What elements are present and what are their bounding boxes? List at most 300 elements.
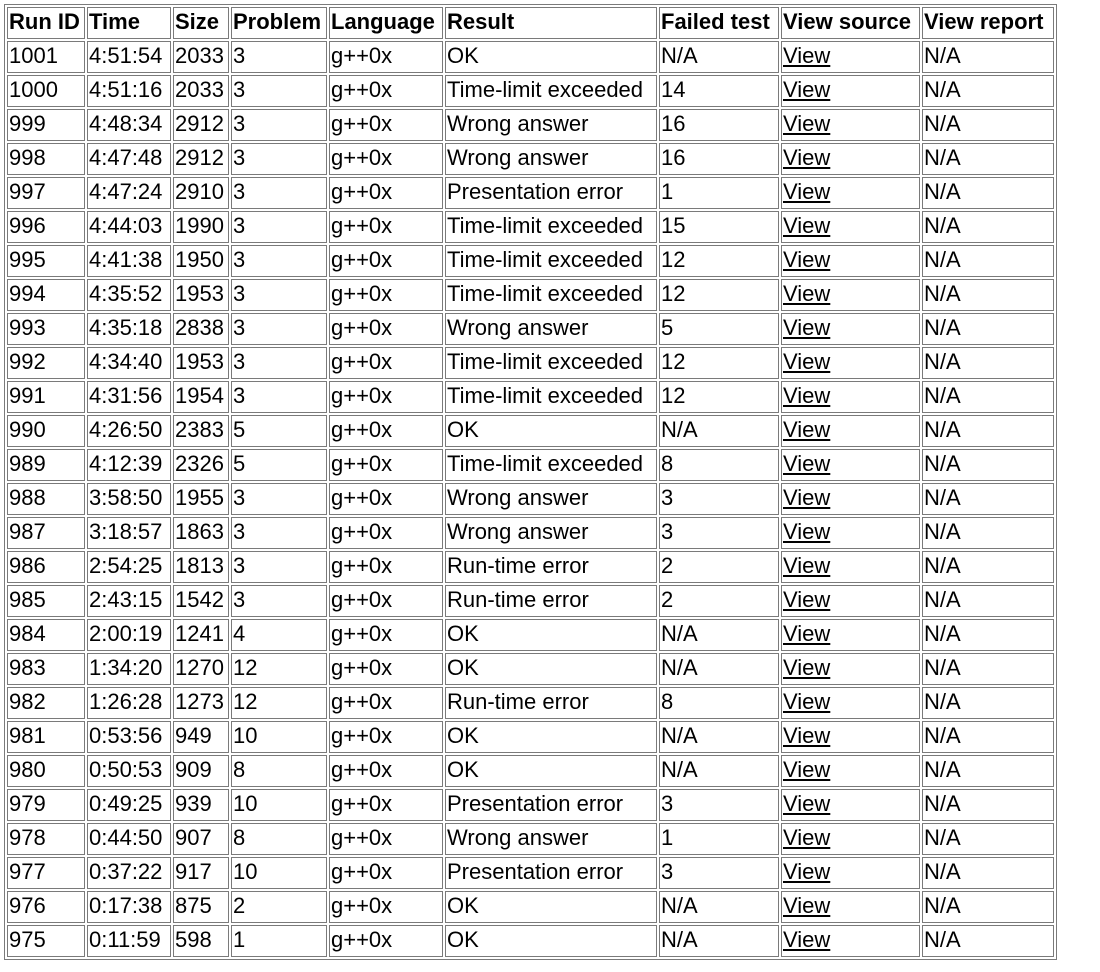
- cell-run-id: 986: [7, 551, 85, 583]
- cell-run-id: 981: [7, 721, 85, 753]
- cell-failed-test: N/A: [659, 41, 779, 73]
- cell-failed-test: 16: [659, 109, 779, 141]
- cell-time: 2:43:15: [87, 585, 171, 617]
- cell-view-report: N/A: [922, 41, 1054, 73]
- cell-result: Run-time error: [445, 551, 657, 583]
- cell-time: 4:35:52: [87, 279, 171, 311]
- cell-view-report: N/A: [922, 347, 1054, 379]
- cell-result: Time-limit exceeded: [445, 449, 657, 481]
- cell-problem: 3: [231, 177, 327, 209]
- header-size: Size: [173, 7, 229, 39]
- table-row: [7, 823, 1054, 855]
- cell-failed-test: 8: [659, 687, 779, 719]
- cell-view-source: [781, 517, 920, 549]
- table-row: [7, 245, 1054, 277]
- cell-result: Time-limit exceeded: [445, 245, 657, 277]
- view-source-link[interactable]: View: [783, 451, 831, 476]
- cell-failed-test: N/A: [659, 415, 779, 447]
- cell-view-source: [781, 347, 920, 379]
- cell-result: Time-limit exceeded: [445, 279, 657, 311]
- cell-view-source: [781, 245, 920, 277]
- cell-view-report: N/A: [922, 517, 1054, 549]
- cell-time: 4:47:24: [87, 177, 171, 209]
- cell-problem: 3: [231, 41, 327, 73]
- cell-result: OK: [445, 415, 657, 447]
- cell-result: Presentation error: [445, 857, 657, 889]
- view-source-link[interactable]: View: [783, 553, 831, 578]
- cell-run-id: 998: [7, 143, 85, 175]
- cell-size: 1270: [173, 653, 229, 685]
- cell-time: 1:34:20: [87, 653, 171, 685]
- cell-time: 3:58:50: [87, 483, 171, 515]
- table-row: [7, 143, 1054, 175]
- cell-time: 4:51:16: [87, 75, 171, 107]
- cell-view-report: N/A: [922, 245, 1054, 277]
- cell-language: g++0x: [329, 381, 443, 413]
- table-row: [7, 75, 1054, 107]
- cell-result: Wrong answer: [445, 109, 657, 141]
- cell-view-source: [781, 143, 920, 175]
- cell-view-report: N/A: [922, 279, 1054, 311]
- cell-view-report: N/A: [922, 313, 1054, 345]
- cell-size: 2838: [173, 313, 229, 345]
- cell-view-report: N/A: [922, 823, 1054, 855]
- table-row: [7, 211, 1054, 243]
- cell-failed-test: 14: [659, 75, 779, 107]
- table-row: [7, 347, 1054, 379]
- cell-run-id: 984: [7, 619, 85, 651]
- view-source-link[interactable]: View: [783, 927, 831, 952]
- cell-size: 909: [173, 755, 229, 787]
- cell-view-report: N/A: [922, 449, 1054, 481]
- view-source-link[interactable]: View: [783, 655, 831, 680]
- cell-failed-test: 12: [659, 245, 779, 277]
- cell-failed-test: 15: [659, 211, 779, 243]
- cell-view-source: [781, 415, 920, 447]
- cell-problem: 3: [231, 75, 327, 107]
- cell-result: Time-limit exceeded: [445, 347, 657, 379]
- cell-language: g++0x: [329, 211, 443, 243]
- cell-run-id: 992: [7, 347, 85, 379]
- cell-view-source: [781, 109, 920, 141]
- view-source-link[interactable]: View: [783, 723, 831, 748]
- view-source-link[interactable]: View: [783, 213, 831, 238]
- cell-view-source: [781, 41, 920, 73]
- header-problem: Problem: [231, 7, 327, 39]
- cell-size: 1955: [173, 483, 229, 515]
- cell-result: OK: [445, 721, 657, 753]
- cell-problem: 3: [231, 381, 327, 413]
- view-source-link[interactable]: View: [783, 43, 831, 68]
- view-source-link[interactable]: View: [783, 383, 831, 408]
- cell-problem: 3: [231, 245, 327, 277]
- cell-view-source: [781, 177, 920, 209]
- table-row: [7, 279, 1054, 311]
- cell-language: g++0x: [329, 109, 443, 141]
- cell-size: 1950: [173, 245, 229, 277]
- cell-run-id: 978: [7, 823, 85, 855]
- cell-size: 2910: [173, 177, 229, 209]
- cell-view-report: N/A: [922, 789, 1054, 821]
- cell-result: Run-time error: [445, 687, 657, 719]
- cell-run-id: 987: [7, 517, 85, 549]
- cell-view-source: [781, 925, 920, 957]
- cell-time: 4:31:56: [87, 381, 171, 413]
- cell-problem: 10: [231, 789, 327, 821]
- cell-language: g++0x: [329, 245, 443, 277]
- table-row: [7, 109, 1054, 141]
- cell-view-source: [781, 619, 920, 651]
- cell-view-report: N/A: [922, 415, 1054, 447]
- cell-failed-test: 12: [659, 347, 779, 379]
- cell-failed-test: N/A: [659, 755, 779, 787]
- cell-failed-test: N/A: [659, 653, 779, 685]
- cell-run-id: 979: [7, 789, 85, 821]
- cell-view-report: N/A: [922, 857, 1054, 889]
- cell-failed-test: 5: [659, 313, 779, 345]
- table-body: [7, 41, 1054, 957]
- cell-view-report: N/A: [922, 891, 1054, 923]
- cell-result: OK: [445, 925, 657, 957]
- cell-size: 917: [173, 857, 229, 889]
- view-source-link[interactable]: View: [783, 791, 831, 816]
- cell-result: Wrong answer: [445, 823, 657, 855]
- cell-time: 4:44:03: [87, 211, 171, 243]
- cell-view-report: N/A: [922, 687, 1054, 719]
- table-row: [7, 415, 1054, 447]
- cell-problem: 2: [231, 891, 327, 923]
- cell-view-report: N/A: [922, 381, 1054, 413]
- cell-result: Wrong answer: [445, 313, 657, 345]
- cell-size: 2912: [173, 143, 229, 175]
- cell-size: 1863: [173, 517, 229, 549]
- cell-view-report: N/A: [922, 109, 1054, 141]
- cell-result: OK: [445, 653, 657, 685]
- cell-view-report: N/A: [922, 75, 1054, 107]
- cell-view-source: [781, 279, 920, 311]
- cell-language: g++0x: [329, 75, 443, 107]
- cell-size: 2912: [173, 109, 229, 141]
- cell-time: 0:49:25: [87, 789, 171, 821]
- table-row: [7, 755, 1054, 787]
- cell-view-source: [781, 483, 920, 515]
- view-source-link[interactable]: View: [783, 893, 831, 918]
- cell-failed-test: 2: [659, 585, 779, 617]
- table-row: [7, 483, 1054, 515]
- cell-view-report: N/A: [922, 653, 1054, 685]
- cell-problem: 5: [231, 449, 327, 481]
- cell-language: g++0x: [329, 313, 443, 345]
- table-row: [7, 517, 1054, 549]
- cell-size: 1813: [173, 551, 229, 583]
- cell-size: 598: [173, 925, 229, 957]
- cell-failed-test: N/A: [659, 721, 779, 753]
- cell-problem: 12: [231, 653, 327, 685]
- cell-size: 1953: [173, 279, 229, 311]
- cell-view-report: N/A: [922, 177, 1054, 209]
- cell-problem: 10: [231, 721, 327, 753]
- table-row: [7, 41, 1054, 73]
- view-source-link[interactable]: View: [783, 179, 831, 204]
- cell-problem: 4: [231, 619, 327, 651]
- cell-language: g++0x: [329, 789, 443, 821]
- header-time: Time: [87, 7, 171, 39]
- cell-problem: 1: [231, 925, 327, 957]
- cell-view-report: N/A: [922, 721, 1054, 753]
- cell-view-source: [781, 857, 920, 889]
- cell-run-id: 1001: [7, 41, 85, 73]
- cell-problem: 3: [231, 313, 327, 345]
- cell-view-report: N/A: [922, 143, 1054, 175]
- cell-time: 4:48:34: [87, 109, 171, 141]
- cell-problem: 3: [231, 585, 327, 617]
- cell-language: g++0x: [329, 755, 443, 787]
- cell-problem: 10: [231, 857, 327, 889]
- cell-run-id: 994: [7, 279, 85, 311]
- header-view-report: View report: [922, 7, 1054, 39]
- cell-problem: 3: [231, 517, 327, 549]
- cell-run-id: 976: [7, 891, 85, 923]
- cell-time: 4:35:18: [87, 313, 171, 345]
- cell-view-source: [781, 211, 920, 243]
- cell-failed-test: 3: [659, 857, 779, 889]
- cell-view-source: [781, 891, 920, 923]
- cell-view-report: N/A: [922, 925, 1054, 957]
- cell-run-id: 1000: [7, 75, 85, 107]
- cell-failed-test: N/A: [659, 619, 779, 651]
- view-source-link[interactable]: View: [783, 417, 831, 442]
- cell-result: OK: [445, 41, 657, 73]
- cell-view-source: [781, 823, 920, 855]
- cell-language: g++0x: [329, 721, 443, 753]
- cell-time: 4:47:48: [87, 143, 171, 175]
- table-row: [7, 721, 1054, 753]
- header-view-source: View source: [781, 7, 920, 39]
- cell-size: 1241: [173, 619, 229, 651]
- cell-size: 875: [173, 891, 229, 923]
- cell-time: 0:44:50: [87, 823, 171, 855]
- cell-result: Time-limit exceeded: [445, 381, 657, 413]
- cell-time: 0:11:59: [87, 925, 171, 957]
- view-source-link[interactable]: View: [783, 587, 831, 612]
- cell-run-id: 985: [7, 585, 85, 617]
- cell-run-id: 975: [7, 925, 85, 957]
- cell-language: g++0x: [329, 449, 443, 481]
- cell-language: g++0x: [329, 653, 443, 685]
- cell-language: g++0x: [329, 143, 443, 175]
- table-row: [7, 687, 1054, 719]
- cell-failed-test: 3: [659, 789, 779, 821]
- table-row: [7, 381, 1054, 413]
- cell-failed-test: N/A: [659, 891, 779, 923]
- cell-language: g++0x: [329, 925, 443, 957]
- cell-problem: 3: [231, 143, 327, 175]
- cell-problem: 12: [231, 687, 327, 719]
- cell-failed-test: 1: [659, 177, 779, 209]
- header-language: Language: [329, 7, 443, 39]
- view-source-link[interactable]: View: [783, 689, 831, 714]
- cell-view-report: N/A: [922, 211, 1054, 243]
- view-source-link[interactable]: View: [783, 111, 831, 136]
- table-header: [7, 7, 1054, 39]
- view-source-link[interactable]: View: [783, 859, 831, 884]
- cell-view-report: N/A: [922, 483, 1054, 515]
- cell-failed-test: 3: [659, 483, 779, 515]
- table-row: [7, 891, 1054, 923]
- cell-size: 1954: [173, 381, 229, 413]
- cell-run-id: 980: [7, 755, 85, 787]
- cell-time: 2:00:19: [87, 619, 171, 651]
- cell-view-report: N/A: [922, 551, 1054, 583]
- cell-run-id: 990: [7, 415, 85, 447]
- view-source-link[interactable]: View: [783, 621, 831, 646]
- cell-problem: 3: [231, 551, 327, 583]
- cell-problem: 5: [231, 415, 327, 447]
- cell-failed-test: 1: [659, 823, 779, 855]
- table-row: [7, 177, 1054, 209]
- cell-size: 1990: [173, 211, 229, 243]
- table-row: [7, 857, 1054, 889]
- cell-run-id: 991: [7, 381, 85, 413]
- cell-failed-test: N/A: [659, 925, 779, 957]
- table-row: [7, 619, 1054, 651]
- cell-time: 4:26:50: [87, 415, 171, 447]
- header-result: Result: [445, 7, 657, 39]
- cell-result: Wrong answer: [445, 143, 657, 175]
- cell-result: OK: [445, 891, 657, 923]
- view-source-link[interactable]: View: [783, 145, 831, 170]
- cell-time: 0:37:22: [87, 857, 171, 889]
- cell-view-source: [781, 653, 920, 685]
- cell-view-source: [781, 755, 920, 787]
- cell-time: 4:34:40: [87, 347, 171, 379]
- cell-view-source: [781, 75, 920, 107]
- cell-size: 939: [173, 789, 229, 821]
- cell-result: Presentation error: [445, 789, 657, 821]
- cell-time: 4:12:39: [87, 449, 171, 481]
- cell-failed-test: 3: [659, 517, 779, 549]
- cell-size: 949: [173, 721, 229, 753]
- cell-language: g++0x: [329, 415, 443, 447]
- cell-language: g++0x: [329, 483, 443, 515]
- cell-language: g++0x: [329, 857, 443, 889]
- cell-view-source: [781, 721, 920, 753]
- view-source-link[interactable]: View: [783, 315, 831, 340]
- cell-result: OK: [445, 619, 657, 651]
- cell-language: g++0x: [329, 551, 443, 583]
- cell-size: 2326: [173, 449, 229, 481]
- cell-language: g++0x: [329, 279, 443, 311]
- cell-time: 0:53:56: [87, 721, 171, 753]
- table-row: [7, 313, 1054, 345]
- cell-run-id: 993: [7, 313, 85, 345]
- header-row: [7, 7, 1054, 39]
- cell-view-source: [781, 585, 920, 617]
- cell-view-source: [781, 789, 920, 821]
- cell-run-id: 982: [7, 687, 85, 719]
- cell-time: 3:18:57: [87, 517, 171, 549]
- cell-time: 0:50:53: [87, 755, 171, 787]
- cell-time: 0:17:38: [87, 891, 171, 923]
- view-source-link[interactable]: View: [783, 485, 831, 510]
- cell-size: 1542: [173, 585, 229, 617]
- cell-size: 1273: [173, 687, 229, 719]
- cell-failed-test: 8: [659, 449, 779, 481]
- cell-run-id: 995: [7, 245, 85, 277]
- cell-problem: 3: [231, 347, 327, 379]
- cell-view-source: [781, 687, 920, 719]
- cell-language: g++0x: [329, 585, 443, 617]
- cell-run-id: 977: [7, 857, 85, 889]
- cell-language: g++0x: [329, 517, 443, 549]
- table-row: [7, 925, 1054, 957]
- cell-failed-test: 2: [659, 551, 779, 583]
- cell-problem: 3: [231, 211, 327, 243]
- cell-language: g++0x: [329, 619, 443, 651]
- cell-language: g++0x: [329, 687, 443, 719]
- view-source-link[interactable]: View: [783, 825, 831, 850]
- cell-failed-test: 12: [659, 279, 779, 311]
- cell-view-source: [781, 449, 920, 481]
- view-source-link[interactable]: View: [783, 349, 831, 374]
- cell-language: g++0x: [329, 823, 443, 855]
- cell-problem: 8: [231, 755, 327, 787]
- cell-run-id: 989: [7, 449, 85, 481]
- cell-time: 4:41:38: [87, 245, 171, 277]
- cell-language: g++0x: [329, 177, 443, 209]
- view-source-link[interactable]: View: [783, 519, 831, 544]
- cell-run-id: 983: [7, 653, 85, 685]
- cell-result: Wrong answer: [445, 483, 657, 515]
- view-source-link[interactable]: View: [783, 281, 831, 306]
- cell-view-source: [781, 381, 920, 413]
- view-source-link[interactable]: View: [783, 247, 831, 272]
- cell-size: 2383: [173, 415, 229, 447]
- cell-run-id: 996: [7, 211, 85, 243]
- header-run-id: Run ID: [7, 7, 85, 39]
- cell-result: Wrong answer: [445, 517, 657, 549]
- cell-size: 1953: [173, 347, 229, 379]
- cell-problem: 8: [231, 823, 327, 855]
- cell-problem: 3: [231, 483, 327, 515]
- cell-problem: 3: [231, 279, 327, 311]
- cell-size: 2033: [173, 75, 229, 107]
- cell-size: 907: [173, 823, 229, 855]
- cell-language: g++0x: [329, 41, 443, 73]
- cell-failed-test: 16: [659, 143, 779, 175]
- table-row: [7, 585, 1054, 617]
- cell-view-report: N/A: [922, 755, 1054, 787]
- runs-table: [4, 4, 1057, 960]
- cell-view-source: [781, 551, 920, 583]
- cell-time: 1:26:28: [87, 687, 171, 719]
- cell-view-report: N/A: [922, 619, 1054, 651]
- cell-result: Presentation error: [445, 177, 657, 209]
- cell-size: 2033: [173, 41, 229, 73]
- cell-time: 4:51:54: [87, 41, 171, 73]
- table-row: [7, 449, 1054, 481]
- table-row: [7, 653, 1054, 685]
- cell-language: g++0x: [329, 891, 443, 923]
- view-source-link[interactable]: View: [783, 757, 831, 782]
- cell-run-id: 997: [7, 177, 85, 209]
- cell-result: Time-limit exceeded: [445, 75, 657, 107]
- cell-run-id: 988: [7, 483, 85, 515]
- cell-result: Run-time error: [445, 585, 657, 617]
- view-source-link[interactable]: View: [783, 77, 831, 102]
- cell-run-id: 999: [7, 109, 85, 141]
- cell-language: g++0x: [329, 347, 443, 379]
